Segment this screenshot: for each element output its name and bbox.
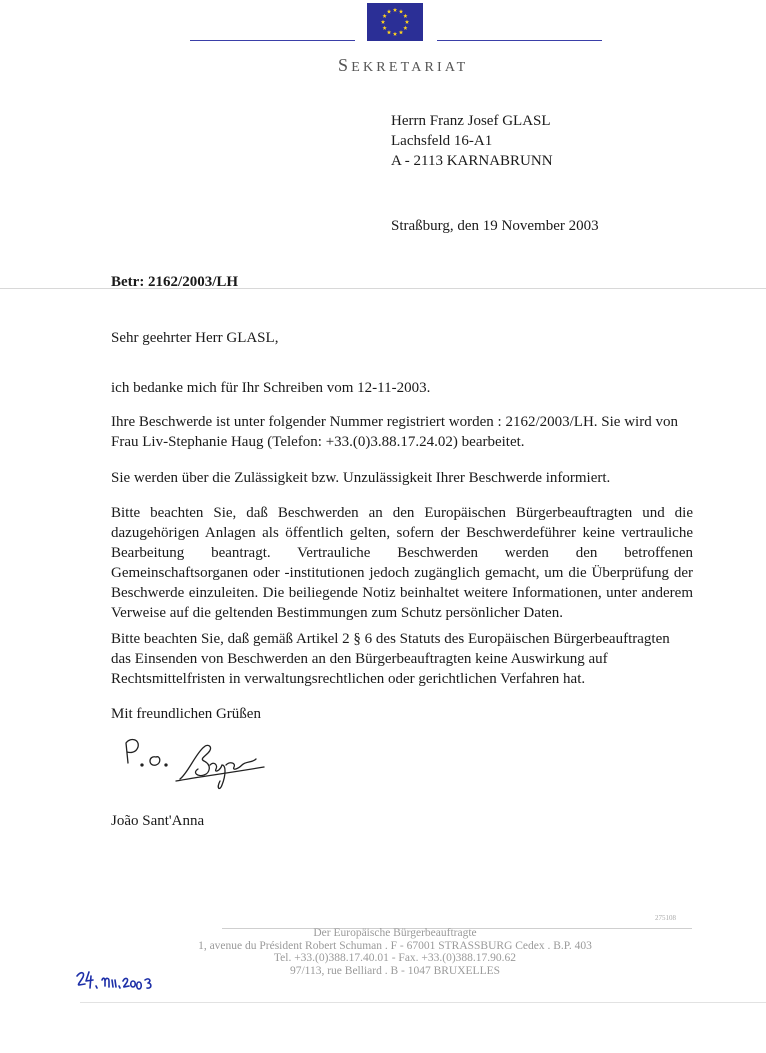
paragraph-admissibility: Sie werden über die Zulässigkeit bzw. Unzulässigkeit Ihrer Beschwerde informiert. (111, 470, 611, 486)
eu-star (381, 20, 385, 24)
paragraph-legal-deadlines: Bitte beachten Sie, daß gemäß Artikel 2 § 6 des Statuts des Europäischen Bürgerbeauftragten das Einsenden von Beschwerden an den Bürgerbeauftragten keine Auswirkung auf Rechtsmittelfristen in verwaltungsrechtlichen oder gerichtlichen Verfahren hat. (111, 631, 670, 687)
salutation: Sehr geehrter Herr GLASL, (111, 330, 279, 346)
eu-star (403, 26, 407, 30)
paragraph-confidentiality: Bitte beachten Sie, daß Beschwerden an den Europäischen Bürgerbeauftragten und die dazugehörigen Anlagen als öffentlich gelten, sofern der Beschwerdeführer keine vertrauliche Bearbeitung beantragt. Vertrauliche Beschwerden werden den betroffenen Gemeinschaftsorganen oder -institutionen jedoch zugänglich gemacht, um die Überprüfung der Beschwerde einzuleiten. Die beiliegende Notiz beinhaltet weitere Informationen, unter anderem Verweise auf die geltenden Bestimmungen zum Schutz persönlicher Daten. (111, 505, 693, 621)
bottom-rule (80, 1002, 766, 1003)
paragraph-thanks: ich bedanke mich für Ihr Schreiben vom 12-11-2003. (111, 380, 431, 396)
footer-code: 275108 (655, 914, 676, 922)
footer-phone: Tel. +33.(0)388.17.40.01 - Fax. +33.(0)388.17.90.62 (273, 952, 517, 964)
eu-star (393, 8, 397, 12)
recipient-street: Lachsfeld 16-A1 (391, 133, 493, 149)
header-rule-left (190, 40, 355, 41)
recipient-city: A - 2113 KARNABRUNN (391, 153, 553, 169)
handwritten-signature (118, 735, 278, 797)
recipient-address (391, 111, 553, 171)
paragraph-registration: Ihre Beschwerde ist unter folgender Nummer registriert worden : 2162/2003/LH. Sie wird von Frau Liv-Stephanie Haug (Telefon: +33.(0)3.88.17.24.02) bearbeitet. (111, 414, 678, 450)
footer-address-brussels: 97/113, rue Belliard . B - 1047 BRUXELLES (289, 964, 501, 977)
signer-name: João Sant'Anna (111, 813, 205, 829)
eu-star (403, 14, 407, 18)
eu-star (399, 9, 403, 13)
eu-flag-icon (367, 3, 423, 41)
secretariat-heading: SEKRETARIAT (338, 55, 469, 75)
eu-star (382, 26, 386, 30)
eu-star (399, 30, 403, 34)
reference-line: Betr: 2162/2003/LH (111, 274, 239, 290)
eu-star (387, 30, 391, 34)
footer-address-strasbourg: 1, avenue du Président Robert Schuman . F - 67001 STRASSBURG Cedex . B.P. 403 (198, 939, 592, 952)
closing: Mit freundlichen Grüßen (111, 706, 261, 722)
date-line: Straßburg, den 19 November 2003 (391, 218, 599, 234)
footer-org: Der Europäische Bürgerbeauftragte (313, 927, 477, 939)
eu-star (382, 14, 386, 18)
handwritten-date (75, 968, 165, 994)
eu-star (405, 20, 409, 24)
eu-stars-circle (367, 3, 423, 41)
eu-star (387, 9, 391, 13)
eu-star (393, 32, 397, 36)
recipient-name: Herrn Franz Josef GLASL (391, 113, 551, 129)
header-rule-right (437, 40, 602, 41)
